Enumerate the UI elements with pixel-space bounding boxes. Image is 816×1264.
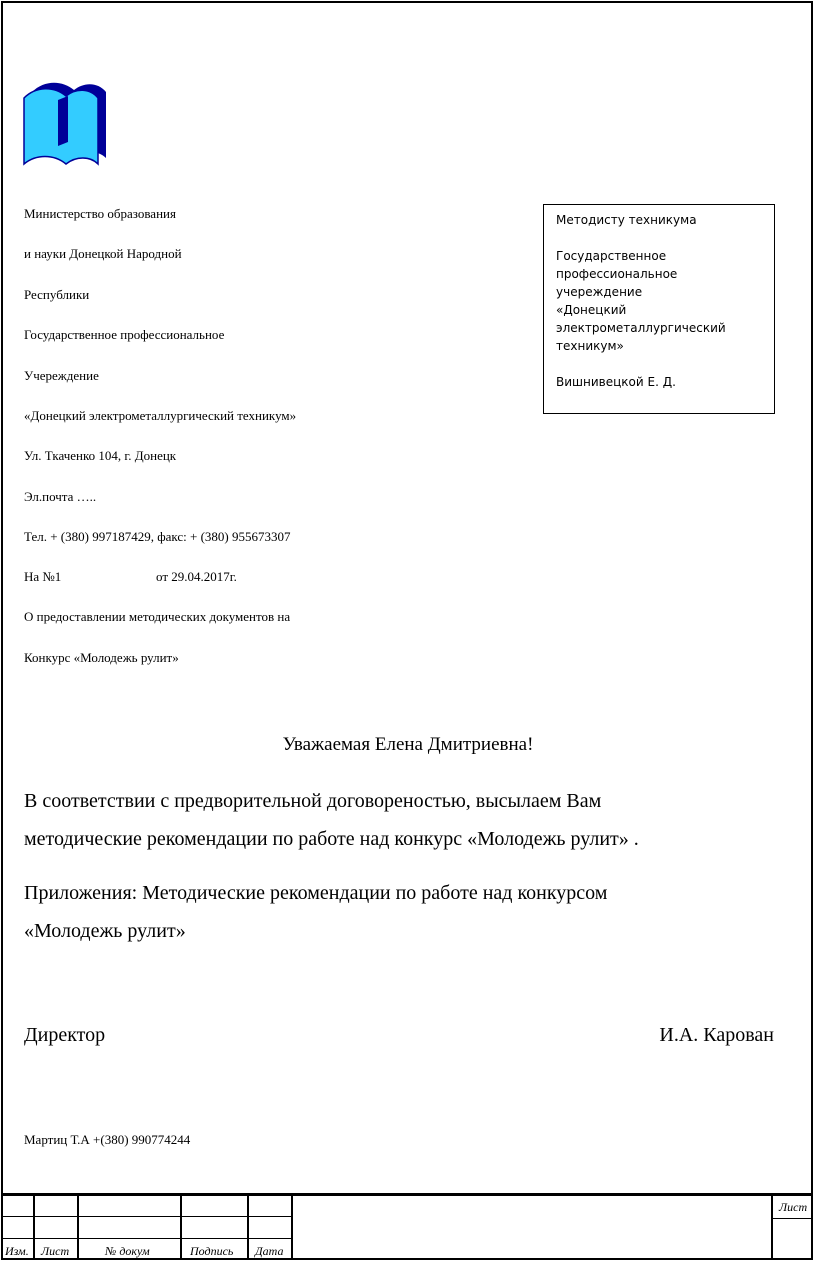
addressee-organization [556, 247, 762, 355]
addressee-org-line: «Донецкий [556, 303, 627, 317]
stamp-label-doc-number: № докум [105, 1244, 150, 1258]
subject-line: О предоставлении методических документов на [24, 609, 291, 624]
addressee-box [543, 204, 775, 414]
reference-number: На №1 [24, 569, 62, 584]
stamp-label-list: Лист [41, 1244, 70, 1258]
attachments-paragraph [24, 874, 784, 950]
body-line: методические рекомендации по работе над конкурс «Молодежь рулит» . [24, 828, 639, 850]
sender-line: Учереждение [24, 368, 99, 383]
addressee-org-line: техникум» [556, 339, 624, 353]
sender-line: Государственное профессиональное [24, 327, 225, 342]
addressee-org-line: электрометаллургический [556, 321, 726, 335]
stamp-label-sheet: Лист [779, 1200, 808, 1214]
sender-line: и науки Донецкой Народной [24, 246, 182, 261]
body-paragraph [24, 782, 784, 858]
addressee-to: Методисту техникума [556, 213, 697, 227]
signatory-name: И.А. Карован [659, 1024, 774, 1046]
sender-line: Тел. + (380) 997187429, факс: + (380) 955673307 [24, 529, 291, 544]
page-frame [1, 1, 813, 1260]
title-block [3, 1193, 813, 1259]
sender-line: Эл.почта ….. [24, 489, 97, 504]
sender-line: Министерство образования [24, 206, 176, 221]
subject-line: Конкурс «Молодежь рулит» [24, 650, 179, 665]
stamp-label-izm: Изм. [5, 1244, 29, 1258]
signatory-position: Директор [24, 1024, 106, 1046]
body-line: «Молодежь рулит» [24, 920, 186, 942]
greeting: Уважаемая Елена Дмитриевна! [282, 734, 534, 755]
addressee-org-line: профессиональное учереждение [556, 267, 678, 299]
stamp-label-date: Дата [255, 1244, 284, 1258]
sender-line: «Донецкий электрометаллургический техникум» [24, 408, 297, 423]
stamp-label-signature: Подпись [190, 1244, 234, 1258]
addressee-name: Вишнивецкой Е. Д. [556, 375, 676, 389]
contact-person: Мартиц Т.А +(380) 990774244 [24, 1132, 191, 1147]
reference-date: от 29.04.2017г. [156, 569, 237, 584]
sender-line: Республики [24, 287, 90, 302]
body-line: Приложения: Методические рекомендации по работе над конкурсом [24, 882, 608, 904]
organization-logo [22, 78, 108, 170]
sender-line: Ул. Ткаченко 104, г. Донецк [24, 448, 177, 463]
body-line: В соответствии с предворительной договореностью, высылаем Вам [24, 790, 602, 812]
addressee-org-line: Государственное [556, 249, 667, 263]
